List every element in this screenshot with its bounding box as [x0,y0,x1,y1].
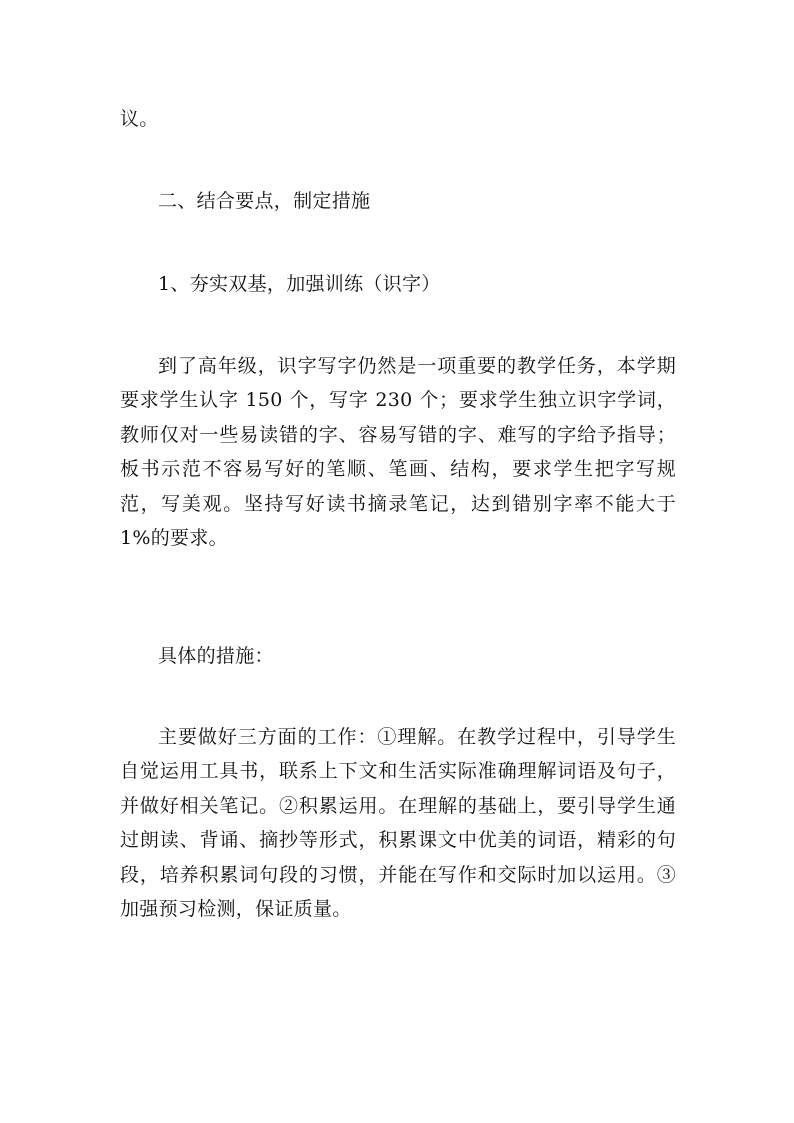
paragraph-continuation: 议。 [120,108,159,130]
paragraph-measures: 主要做好三方面的工作：①理解。在教学过程中，引导学生自觉运用工具书，联系上下文和生活实际准确理解词语及句子，并做好相关笔记。②积累运用。在理解的基础上，要引导学生通过朗读、背诵、摘抄等形式，积累课文中优美的词语，精彩的句段，培养积累词句段的习惯，并能在写作和交际时加以运用。③加强预习检测，保证质量。 [120,726,676,921]
subsection-heading: 1、夯实双基，加强训练（识字） [158,273,441,295]
measures-label: 具体的措施： [158,645,274,667]
paragraph-literacy: 到了高年级，识字写字仍然是一项重要的教学任务，本学期要求学生认字 150 个，写字 230 个；要求学生独立识字学词，教师仅对一些易读错的字、容易写错的字、难写的字给予指导；板书示范不容易写好的笔顺、笔画、结构，要求学生把字写规范，写美观。坚持写好读书摘录笔记，达到错别字率不能大于 1%的要求。 [120,355,676,550]
section-heading: 二、结合要点，制定措施 [158,190,371,212]
